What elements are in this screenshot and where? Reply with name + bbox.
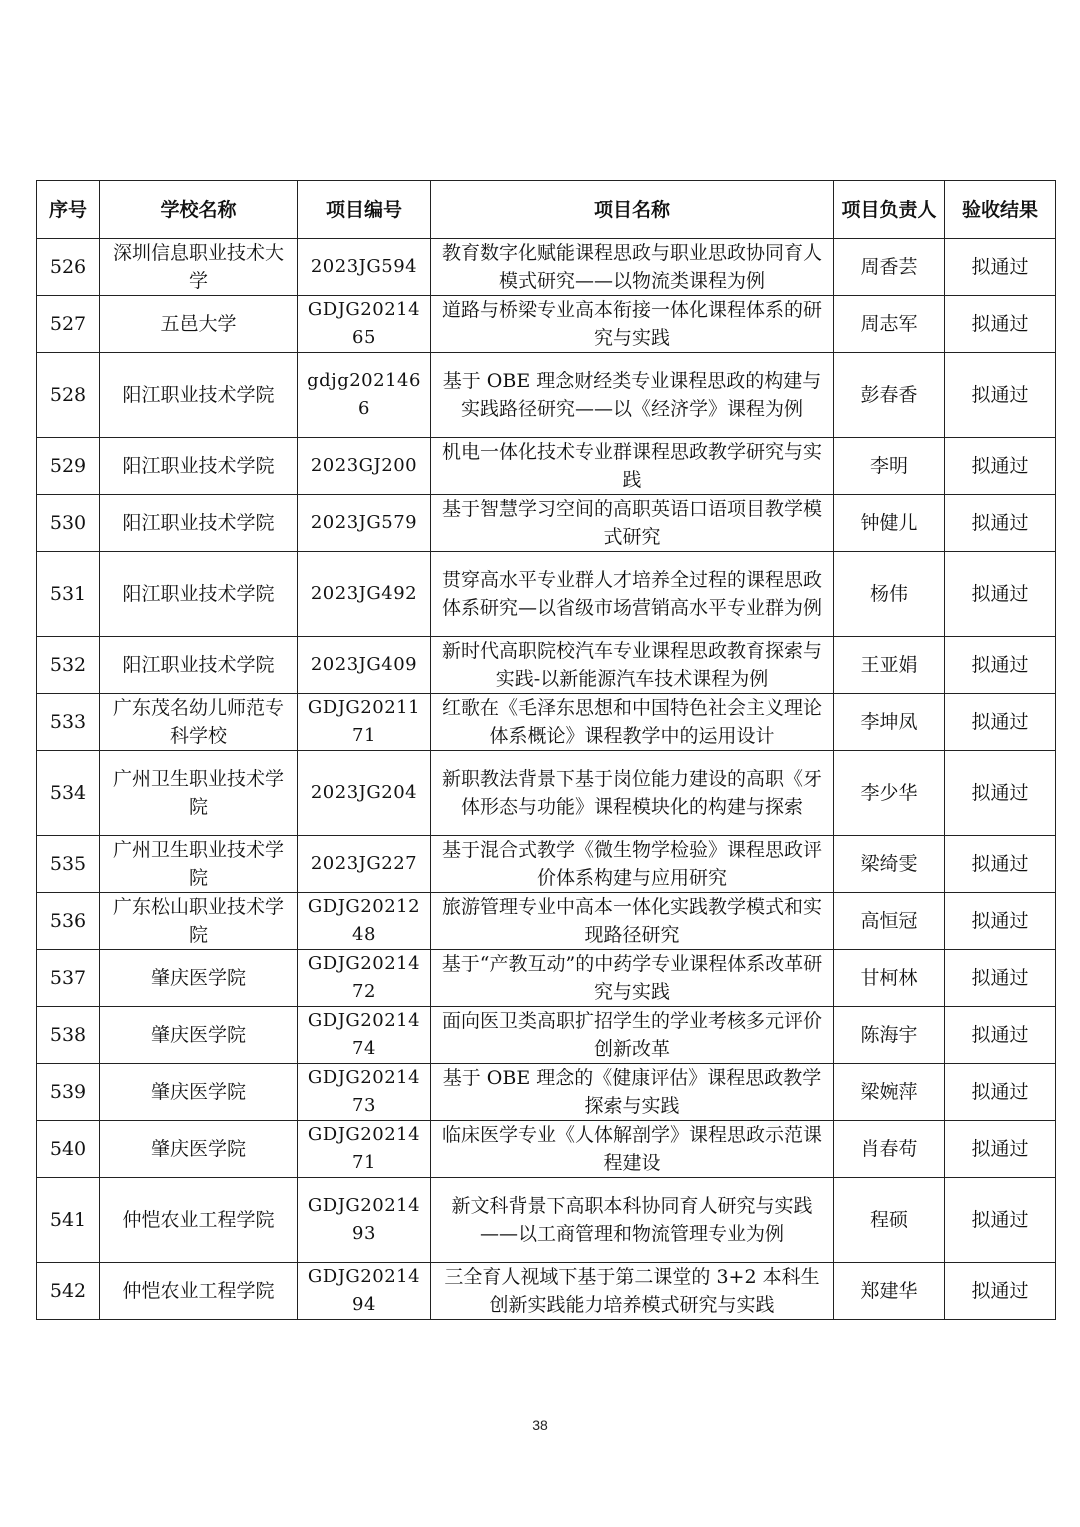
cell-project-leader: 彭春香 — [834, 353, 945, 438]
cell-acceptance-result: 拟通过 — [945, 836, 1056, 893]
cell-project-name: 机电一体化技术专业群课程思政教学研究与实践 — [431, 438, 834, 495]
table-row — [37, 1007, 1056, 1064]
cell-project-name: 贯穿高水平专业群人才培养全过程的课程思政体系研究—以省级市场营销高水平专业群为例 — [431, 552, 834, 637]
cell-project-name: 基于“产教互动”的中药学专业课程体系改革研究与实践 — [431, 950, 834, 1007]
cell-project-name: 新文科背景下高职本科协同育人研究与实践——以工商管理和物流管理专业为例 — [431, 1178, 834, 1263]
project-acceptance-table — [36, 180, 1056, 1320]
cell-project-leader: 高恒冠 — [834, 893, 945, 950]
cell-acceptance-result: 拟通过 — [945, 637, 1056, 694]
cell-project-leader: 李明 — [834, 438, 945, 495]
cell-acceptance-result: 拟通过 — [945, 694, 1056, 751]
cell-acceptance-result: 拟通过 — [945, 438, 1056, 495]
cell-project-name: 基于 OBE 理念的《健康评估》课程思政教学探索与实践 — [431, 1064, 834, 1121]
cell-serial-number: 540 — [37, 1121, 100, 1178]
page-number: 38 — [532, 1417, 548, 1433]
cell-project-code: GDJG2021473 — [298, 1064, 431, 1121]
cell-school-name: 广州卫生职业技术学院 — [100, 836, 298, 893]
cell-serial-number: 538 — [37, 1007, 100, 1064]
cell-acceptance-result: 拟通过 — [945, 1064, 1056, 1121]
cell-acceptance-result: 拟通过 — [945, 296, 1056, 353]
cell-project-code: 2023GJ200 — [298, 438, 431, 495]
cell-project-leader: 郑建华 — [834, 1263, 945, 1320]
cell-acceptance-result: 拟通过 — [945, 893, 1056, 950]
cell-project-leader: 程硕 — [834, 1178, 945, 1263]
table-row — [37, 1064, 1056, 1121]
header-school-name: 学校名称 — [100, 181, 298, 239]
cell-project-code: 2023JG579 — [298, 495, 431, 552]
table-row — [37, 694, 1056, 751]
cell-project-leader: 陈海宇 — [834, 1007, 945, 1064]
table-row — [37, 1121, 1056, 1178]
table-row — [37, 893, 1056, 950]
cell-project-code: 2023JG204 — [298, 751, 431, 836]
table-row — [37, 836, 1056, 893]
cell-project-code: GDJG2021494 — [298, 1263, 431, 1320]
table-row — [37, 552, 1056, 637]
cell-project-leader: 甘柯林 — [834, 950, 945, 1007]
cell-school-name: 肇庆医学院 — [100, 1064, 298, 1121]
cell-serial-number: 531 — [37, 552, 100, 637]
cell-acceptance-result: 拟通过 — [945, 1121, 1056, 1178]
table-row — [37, 296, 1056, 353]
cell-project-leader: 肖春苟 — [834, 1121, 945, 1178]
cell-project-code: GDJG2021465 — [298, 296, 431, 353]
cell-project-leader: 王亚娟 — [834, 637, 945, 694]
cell-serial-number: 530 — [37, 495, 100, 552]
cell-project-code: 2023JG594 — [298, 239, 431, 296]
cell-serial-number: 527 — [37, 296, 100, 353]
cell-acceptance-result: 拟通过 — [945, 751, 1056, 836]
table-row — [37, 1263, 1056, 1320]
table-row — [37, 1178, 1056, 1263]
cell-serial-number: 526 — [37, 239, 100, 296]
header-project-name: 项目名称 — [431, 181, 834, 239]
cell-acceptance-result: 拟通过 — [945, 495, 1056, 552]
cell-school-name: 广东茂名幼儿师范专科学校 — [100, 694, 298, 751]
cell-project-leader: 梁婉萍 — [834, 1064, 945, 1121]
cell-school-name: 仲恺农业工程学院 — [100, 1178, 298, 1263]
table-header-row — [37, 181, 1056, 239]
cell-serial-number: 534 — [37, 751, 100, 836]
cell-school-name: 五邑大学 — [100, 296, 298, 353]
cell-project-name: 旅游管理专业中高本一体化实践教学模式和实现路径研究 — [431, 893, 834, 950]
table-row — [37, 239, 1056, 296]
cell-project-name: 基于混合式教学《微生物学检验》课程思政评价体系构建与应用研究 — [431, 836, 834, 893]
cell-school-name: 阳江职业技术学院 — [100, 495, 298, 552]
header-project-leader: 项目负责人 — [834, 181, 945, 239]
cell-project-code: gdjg2021466 — [298, 353, 431, 438]
cell-school-name: 肇庆医学院 — [100, 950, 298, 1007]
cell-project-name: 基于智慧学习空间的高职英语口语项目教学模式研究 — [431, 495, 834, 552]
cell-serial-number: 528 — [37, 353, 100, 438]
cell-project-code: GDJG2021474 — [298, 1007, 431, 1064]
cell-serial-number: 536 — [37, 893, 100, 950]
cell-serial-number: 541 — [37, 1178, 100, 1263]
cell-project-name: 新职教法背景下基于岗位能力建设的高职《牙体形态与功能》课程模块化的构建与探索 — [431, 751, 834, 836]
cell-acceptance-result: 拟通过 — [945, 552, 1056, 637]
cell-school-name: 深圳信息职业技术大学 — [100, 239, 298, 296]
cell-project-name: 道路与桥梁专业高本衔接一体化课程体系的研究与实践 — [431, 296, 834, 353]
cell-project-name: 基于 OBE 理念财经类专业课程思政的构建与实践路径研究——以《经济学》课程为例 — [431, 353, 834, 438]
cell-serial-number: 533 — [37, 694, 100, 751]
cell-project-leader: 李少华 — [834, 751, 945, 836]
cell-acceptance-result: 拟通过 — [945, 239, 1056, 296]
table-row — [37, 353, 1056, 438]
cell-school-name: 广东松山职业技术学院 — [100, 893, 298, 950]
cell-acceptance-result: 拟通过 — [945, 1007, 1056, 1064]
header-project-code: 项目编号 — [298, 181, 431, 239]
cell-project-code: GDJG2021472 — [298, 950, 431, 1007]
cell-project-code: 2023JG409 — [298, 637, 431, 694]
cell-project-leader: 钟健儿 — [834, 495, 945, 552]
header-serial-number: 序号 — [37, 181, 100, 239]
cell-school-name: 肇庆医学院 — [100, 1121, 298, 1178]
cell-serial-number: 542 — [37, 1263, 100, 1320]
cell-project-code: GDJG2021171 — [298, 694, 431, 751]
cell-serial-number: 529 — [37, 438, 100, 495]
cell-project-code: GDJG2021471 — [298, 1121, 431, 1178]
cell-project-code: GDJG2021248 — [298, 893, 431, 950]
cell-serial-number: 535 — [37, 836, 100, 893]
cell-school-name: 阳江职业技术学院 — [100, 353, 298, 438]
cell-acceptance-result: 拟通过 — [945, 1263, 1056, 1320]
cell-project-leader: 李坤凤 — [834, 694, 945, 751]
cell-acceptance-result: 拟通过 — [945, 950, 1056, 1007]
cell-project-leader: 周志军 — [834, 296, 945, 353]
cell-project-leader: 梁绮雯 — [834, 836, 945, 893]
table-row — [37, 950, 1056, 1007]
cell-project-code: 2023JG227 — [298, 836, 431, 893]
cell-project-name: 红歌在《毛泽东思想和中国特色社会主义理论体系概论》课程教学中的运用设计 — [431, 694, 834, 751]
cell-acceptance-result: 拟通过 — [945, 353, 1056, 438]
cell-school-name: 肇庆医学院 — [100, 1007, 298, 1064]
cell-project-name: 新时代高职院校汽车专业课程思政教育探索与实践-以新能源汽车技术课程为例 — [431, 637, 834, 694]
cell-school-name: 广州卫生职业技术学院 — [100, 751, 298, 836]
cell-project-code: 2023JG492 — [298, 552, 431, 637]
cell-school-name: 仲恺农业工程学院 — [100, 1263, 298, 1320]
table-row — [37, 751, 1056, 836]
cell-project-leader: 杨伟 — [834, 552, 945, 637]
table-row — [37, 438, 1056, 495]
table-row — [37, 495, 1056, 552]
cell-school-name: 阳江职业技术学院 — [100, 438, 298, 495]
cell-project-name: 三全育人视域下基于第二课堂的 3+2 本科生创新实践能力培养模式研究与实践 — [431, 1263, 834, 1320]
table-row — [37, 637, 1056, 694]
cell-project-name: 面向医卫类高职扩招学生的学业考核多元评价创新改革 — [431, 1007, 834, 1064]
cell-serial-number: 532 — [37, 637, 100, 694]
cell-acceptance-result: 拟通过 — [945, 1178, 1056, 1263]
cell-serial-number: 537 — [37, 950, 100, 1007]
cell-serial-number: 539 — [37, 1064, 100, 1121]
cell-project-name: 教育数字化赋能课程思政与职业思政协同育人模式研究——以物流类课程为例 — [431, 239, 834, 296]
cell-school-name: 阳江职业技术学院 — [100, 637, 298, 694]
cell-project-code: GDJG2021493 — [298, 1178, 431, 1263]
cell-school-name: 阳江职业技术学院 — [100, 552, 298, 637]
header-acceptance-result: 验收结果 — [945, 181, 1056, 239]
cell-project-name: 临床医学专业《人体解剖学》课程思政示范课程建设 — [431, 1121, 834, 1178]
cell-project-leader: 周香芸 — [834, 239, 945, 296]
